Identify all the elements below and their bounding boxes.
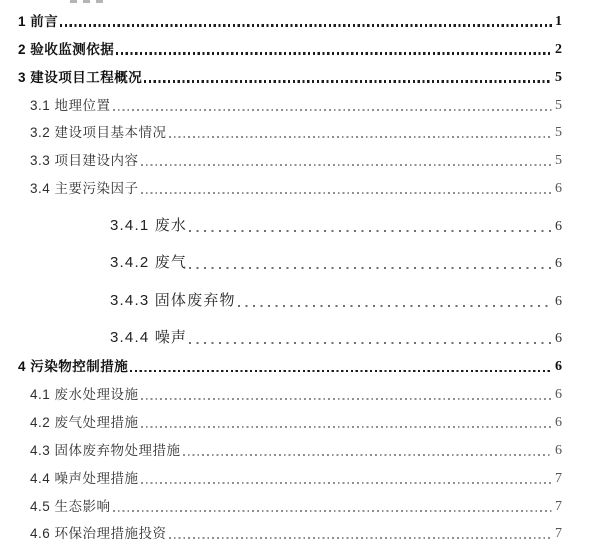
toc-entry[interactable] <box>30 408 562 436</box>
toc-entry[interactable] <box>30 119 562 147</box>
toc-entry-page: 6 <box>555 359 562 375</box>
toc-entry[interactable] <box>30 492 562 520</box>
toc-entry[interactable] <box>30 520 562 548</box>
toc-entry[interactable] <box>18 7 562 35</box>
toc-entry-page: 6 <box>555 414 562 430</box>
dot-leader <box>141 482 552 484</box>
toc-entry[interactable] <box>30 464 562 492</box>
dot-leader <box>141 398 552 400</box>
toc-entry[interactable] <box>18 35 562 63</box>
toc-entry-page: 6 <box>555 181 562 197</box>
toc-entry-page: 2 <box>555 41 562 57</box>
toc-entry-page: 5 <box>555 97 562 113</box>
dot-leader <box>116 52 552 55</box>
toc-entry-label: 4.4 噪声处理措施 <box>30 470 139 486</box>
dot-leader <box>238 305 552 307</box>
toc-entry-label: 2 验收监测依据 <box>18 41 115 57</box>
toc-entry-page: 7 <box>555 498 562 514</box>
dot-leader <box>169 136 552 138</box>
toc-entry-page: 6 <box>555 293 562 309</box>
clipped-text-fragment <box>70 0 108 3</box>
toc-entry[interactable] <box>110 315 562 353</box>
toc-entry[interactable] <box>18 63 562 91</box>
toc-entry-label: 4.3 固体废弃物处理措施 <box>30 442 181 458</box>
toc-entry-label: 4.5 生态影响 <box>30 498 111 514</box>
toc-entry[interactable] <box>110 202 562 240</box>
toc-entry-label: 3.4.1 废水 <box>110 216 188 234</box>
toc-entry[interactable] <box>30 146 562 174</box>
toc-entry[interactable] <box>18 352 562 380</box>
toc-entry-label: 4.6 环保治理措施投资 <box>30 526 167 542</box>
toc-entry[interactable] <box>30 436 562 464</box>
toc-entry-label: 3 建设项目工程概况 <box>18 69 143 85</box>
toc-entry[interactable] <box>30 174 562 202</box>
toc-entry-label: 3.1 地理位置 <box>30 97 111 113</box>
dot-leader <box>189 267 552 269</box>
toc-entry-label: 3.4.4 噪声 <box>110 329 188 347</box>
toc-entry[interactable] <box>110 240 562 278</box>
toc-entry-page: 6 <box>555 442 562 458</box>
toc-entry-page: 7 <box>555 526 562 542</box>
dot-leader <box>113 510 552 512</box>
toc-entry-page: 1 <box>555 13 562 29</box>
dot-leader <box>189 342 552 344</box>
toc-entry-label: 4.1 废水处理设施 <box>30 387 139 403</box>
toc-entry-page: 6 <box>555 256 562 272</box>
toc-entry[interactable] <box>110 277 562 315</box>
toc-entry-page: 5 <box>555 125 562 141</box>
toc-entry-page: 6 <box>555 331 562 347</box>
toc-entry-page: 6 <box>555 387 562 403</box>
toc-entry-page: 5 <box>555 69 562 85</box>
dot-leader <box>141 192 552 194</box>
toc-entry[interactable] <box>30 380 562 408</box>
toc-entry[interactable] <box>30 91 562 119</box>
dot-leader <box>113 109 552 111</box>
toc-entry-label: 1 前言 <box>18 13 59 29</box>
dot-leader <box>183 454 552 456</box>
toc-entry-label: 4.2 废气处理措施 <box>30 414 139 430</box>
toc-entry-label: 3.3 项目建设内容 <box>30 153 139 169</box>
dot-leader <box>141 164 552 166</box>
dot-leader <box>141 426 552 428</box>
toc-entry-label: 3.4.3 固体废弃物 <box>110 291 236 309</box>
toc-entry-page: 6 <box>555 218 562 234</box>
toc-entry-page: 5 <box>555 153 562 169</box>
toc-entry-label: 4 污染物控制措施 <box>18 359 129 375</box>
dot-leader <box>169 537 552 539</box>
dot-leader <box>60 24 552 27</box>
dot-leader <box>144 80 552 83</box>
toc-entry-label: 3.4.2 废气 <box>110 254 188 272</box>
toc-entry-label: 3.2 建设项目基本情况 <box>30 125 167 141</box>
toc-entry-page: 7 <box>555 470 562 486</box>
toc-entry-label: 3.4 主要污染因子 <box>30 181 139 197</box>
dot-leader <box>130 370 552 373</box>
dot-leader <box>189 230 552 232</box>
